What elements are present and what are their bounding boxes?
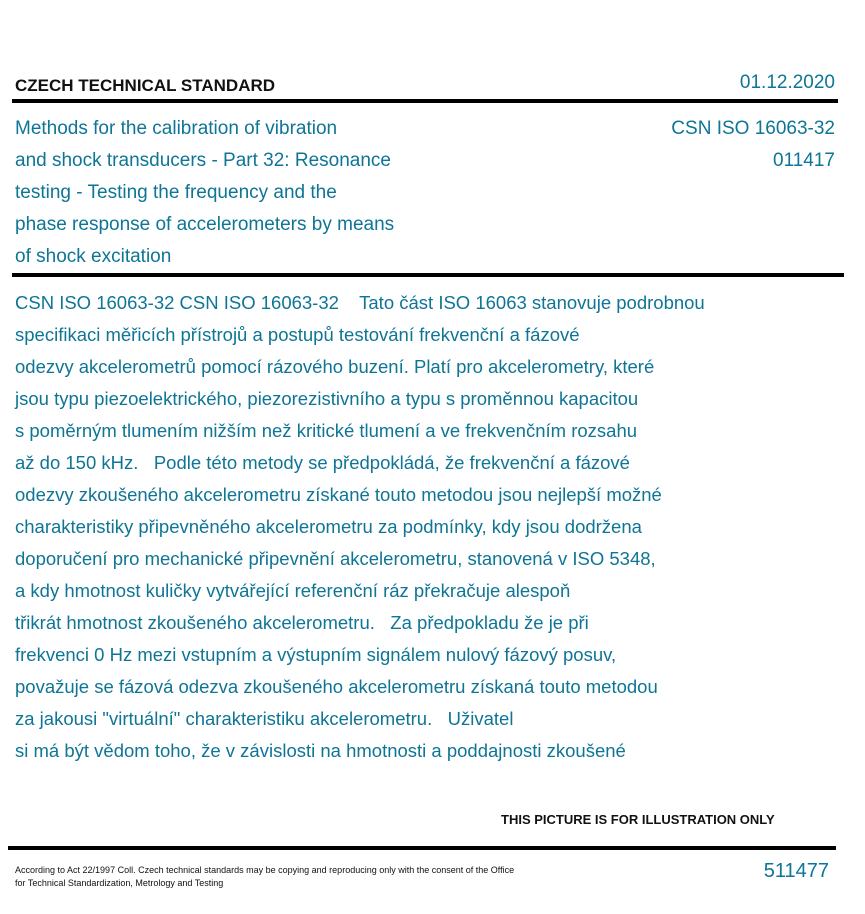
footer-code: 511477 (763, 860, 829, 882)
footer-legal-line: for Technical Standardization, Metrology and Testing (15, 878, 224, 888)
standard-code: CSN ISO 16063-32 (671, 118, 835, 139)
body-line: a kdy hmotnost kuličky vytvářející referenční ráz překračuje alespoň (15, 580, 571, 601)
standard-title-line: of shock excitation (15, 246, 172, 267)
body-line: doporučení pro mechanické připevnění akcelerometru, stanovená v ISO 5348, (15, 548, 656, 569)
body-line: si má být vědom toho, že v závislosti na hmotnosti a poddajnosti zkoušené (15, 740, 626, 761)
body-line: třikrát hmotnost zkoušeného akcelerometru. Za předpokladu že je při (15, 612, 589, 633)
standard-title-line: and shock transducers - Part 32: Resonance (15, 150, 391, 171)
body-text (15, 287, 845, 767)
header-date: 01.12.2020 (739, 72, 835, 93)
footer-rule (8, 846, 836, 850)
header-title: CZECH TECHNICAL STANDARD (15, 76, 276, 95)
standard-identifiers (671, 113, 835, 177)
body-line: jsou typu piezoelektrického, piezorezistivního a typu s proměnnou kapacitou (15, 388, 639, 409)
footer-legal-line: According to Act 22/1997 Coll. Czech technical standards may be copying and reproducing only with the consent of the Office (15, 865, 515, 875)
body-line: charakteristiky připevněného akcelerometru za podmínky, kdy jsou dodržena (15, 516, 642, 537)
header-rule (12, 99, 838, 103)
body-line: CSN ISO 16063-32 CSN ISO 16063-32 Tato část ISO 16063 stanovuje podrobnou (15, 292, 705, 313)
standard-title-line: testing - Testing the frequency and the (15, 182, 337, 203)
body-line: frekvenci 0 Hz mezi vstupním a výstupním signálem nulový fázový posuv, (15, 644, 617, 665)
body-line: s poměrným tlumením nižším než kritické tlumení a ve frekvenčním rozsahu (15, 420, 638, 441)
body-line: odezvy zkoušeného akcelerometru získané touto metodou jsou nejlepší možné (15, 484, 662, 505)
body-line: považuje se fázová odezva zkoušeného akcelerometru získaná touto metodou (15, 676, 658, 697)
standard-title-line: phase response of accelerometers by means (15, 214, 395, 235)
standard-title (15, 113, 465, 273)
standard-number: 011417 (773, 150, 835, 171)
footer-legal (15, 864, 585, 890)
standard-title-line: Methods for the calibration of vibration (15, 118, 338, 139)
illustration-note: THIS PICTURE IS FOR ILLUSTRATION ONLY (501, 812, 775, 827)
title-rule (12, 273, 844, 277)
body-line: odezvy akcelerometrů pomocí rázového buzení. Platí pro akcelerometry, které (15, 356, 655, 377)
body-line: specifikaci měřicích přístrojů a postupů testování frekvenční a fázové (15, 324, 580, 345)
body-line: za jakousi "virtuální" charakteristiku akcelerometru. Uživatel (15, 708, 514, 729)
body-line: až do 150 kHz. Podle této metody se předpokládá, že frekvenční a fázové (15, 452, 630, 473)
